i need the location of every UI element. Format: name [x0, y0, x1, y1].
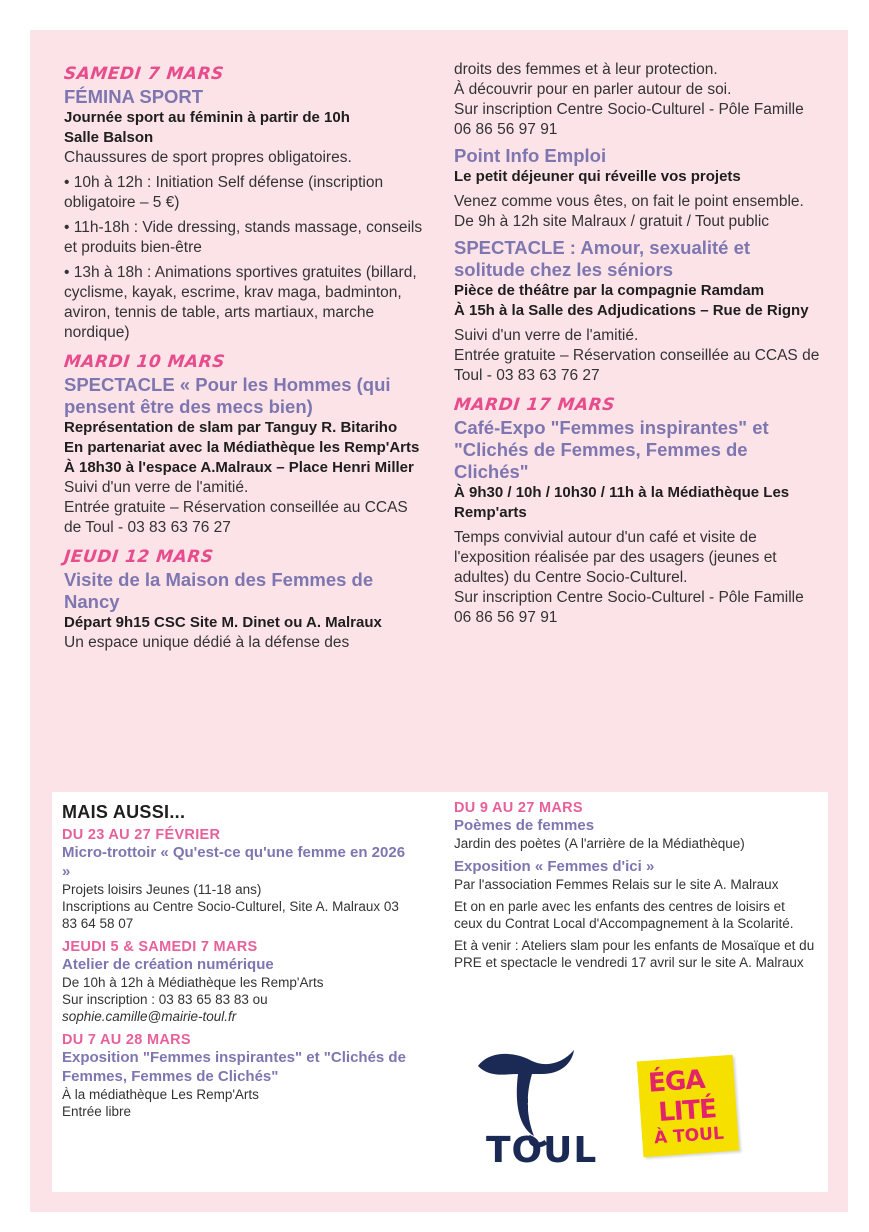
aussi-right-column: [454, 798, 816, 971]
aussi-text: Inscriptions au Centre Socio-Culturel, Site A. Malraux 03 83 64 58 07: [62, 899, 399, 931]
aussi-date: DU 23 AU 27 FÉVRIER: [62, 827, 221, 843]
aussi-text: Et on en parle avec les enfants des centres de loisirs et ceux du Contrat Local d'Accompagnement à la Scolarité.: [454, 899, 794, 931]
event-date: SAMEDI 7 MARS: [62, 64, 226, 84]
event-date: JEUDI 12 MARS: [62, 547, 215, 567]
event-text: À découvrir pour en parler autour de soi.: [454, 81, 732, 98]
aussi-text: Et à venir : Ateliers slam pour les enfants de Mosaïque et du PRE et spectacle le vendredi 17 avril sur le site A. Malraux: [454, 938, 815, 970]
egalite-line-3: À TOUL: [653, 1123, 725, 1149]
aussi-left-column: [62, 798, 412, 1120]
event-text: droits des femmes et à leur protection.: [454, 61, 718, 78]
egalite-logo: [637, 1055, 739, 1157]
aussi-date: DU 9 AU 27 MARS: [454, 800, 583, 816]
contact-email-link[interactable]: sophie.camille@mairie-toul.fr: [62, 1009, 237, 1024]
event-text: Chaussures de sport propres obligatoires.: [64, 149, 352, 166]
event-date: MARDI 10 MARS: [62, 352, 227, 372]
aussi-title: Micro-trottoir « Qu'est-ce qu'une femme en 2026 »: [62, 844, 406, 880]
event-text: Suivi d'un verre de l'amitié.: [454, 327, 639, 344]
event-bullet: • 10h à 12h : Initiation Self défense (inscription obligatoire – 5 €): [64, 174, 384, 211]
event-text: Un espace unique dédié à la défense des: [64, 634, 350, 651]
event-title: Café-Expo "Femmes inspirantes" et "Clichés de Femmes, Femmes de Clichés": [454, 417, 769, 482]
egalite-line-2: LITÉ: [657, 1094, 718, 1129]
aussi-text: De 10h à 12h à Médiathèque les Remp'Arts: [62, 975, 324, 990]
event-subtitle: À 18h30 à l'espace A.Malraux – Place Henri Miller: [64, 459, 414, 476]
event-text: De 9h à 12h site Malraux / gratuit / Tout public: [454, 213, 770, 230]
program-page: [30, 30, 848, 1212]
event-text: Suivi d'un verre de l'amitié.: [64, 479, 249, 496]
aussi-title: Atelier de création numérique: [62, 956, 274, 973]
aussi-title: Exposition « Femmes d'ici »: [454, 858, 655, 875]
aussi-title: Exposition "Femmes inspirantes" et "Clichés de Femmes, Femmes de Clichés": [62, 1049, 406, 1085]
event-bullet: • 13h à 18h : Animations sportives gratuites (billard, cyclisme, kayak, escrime, krav maga, badminton, aviron, tennis de table, arts martiaux, marche nordique): [64, 264, 417, 341]
event-subtitle: En partenariat avec la Médiathèque les Remp'Arts: [64, 439, 420, 456]
aussi-text: Par l'association Femmes Relais sur le site A. Malraux: [454, 877, 779, 892]
event-subtitle: À 15h à la Salle des Adjudications – Rue de Rigny: [454, 302, 809, 319]
aussi-text: Projets loisirs Jeunes (11-18 ans): [62, 882, 262, 897]
aussi-text: Jardin des poètes (A l'arrière de la Médiathèque): [454, 836, 745, 851]
event-title: SPECTACLE « Pour les Hommes (qui pensent être des mecs bien): [64, 374, 391, 417]
aussi-text: Sur inscription : 03 83 65 83 83 ou: [62, 992, 268, 1007]
event-text: Venez comme vous êtes, on fait le point ensemble.: [454, 193, 804, 210]
event-bullet: • 11h-18h : Vide dressing, stands massage, conseils et produits bien-être: [64, 219, 423, 256]
aussi-title: Poèmes de femmes: [454, 817, 595, 834]
event-date: MARDI 17 MARS: [452, 395, 617, 415]
event-text: Entrée gratuite – Réservation conseillée au CCAS de Toul - 03 83 63 76 27: [64, 499, 408, 536]
event-text: Temps convivial autour d'un café et visite de l'exposition réalisée par des usagers (jeunes et adultes) du Centre Socio-Culturel.: [454, 529, 777, 586]
event-subtitle: À 9h30 / 10h / 10h30 / 11h à la Médiathèque Les Remp'arts: [454, 484, 790, 521]
right-column: [454, 60, 822, 628]
toul-logo-ville: VILLE DE: [520, 1072, 530, 1121]
event-title: FÉMINA SPORT: [64, 86, 204, 107]
aussi-text: À la médiathèque Les Remp'Arts: [62, 1087, 259, 1102]
event-text: Entrée gratuite – Réservation conseillée au CCAS de Toul - 03 83 63 76 27: [454, 347, 820, 384]
aussi-heading: MAIS AUSSI...: [62, 802, 186, 822]
event-title: Point Info Emploi: [454, 145, 607, 166]
event-subtitle: Journée sport au féminin à partir de 10h: [64, 109, 350, 126]
event-subtitle: Pièce de théâtre par la compagnie Ramdam: [454, 282, 765, 299]
event-title: SPECTACLE : Amour, sexualité et solitude chez les séniors: [454, 237, 751, 280]
toul-logo-name: TOUL: [486, 1130, 598, 1171]
event-text: Sur inscription Centre Socio-Culturel - Pôle Famille 06 86 56 97 91: [454, 101, 804, 138]
event-subtitle: Le petit déjeuner qui réveille vos projets: [454, 168, 741, 185]
aussi-date: DU 7 AU 28 MARS: [62, 1032, 191, 1048]
egalite-line-1: ÉGA: [647, 1064, 706, 1099]
aussi-date: JEUDI 5 & SAMEDI 7 MARS: [62, 939, 258, 955]
aussi-text: Entrée libre: [62, 1104, 132, 1119]
event-subtitle: Représentation de slam par Tanguy R. Bitariho: [64, 419, 398, 436]
event-subtitle: Salle Balson: [64, 129, 154, 146]
event-text: Sur inscription Centre Socio-Culturel - Pôle Famille 06 86 56 97 91: [454, 589, 804, 626]
event-title: Visite de la Maison des Femmes de Nancy: [64, 569, 374, 612]
left-column: [64, 60, 426, 653]
event-subtitle: Départ 9h15 CSC Site M. Dinet ou A. Malraux: [64, 614, 382, 631]
